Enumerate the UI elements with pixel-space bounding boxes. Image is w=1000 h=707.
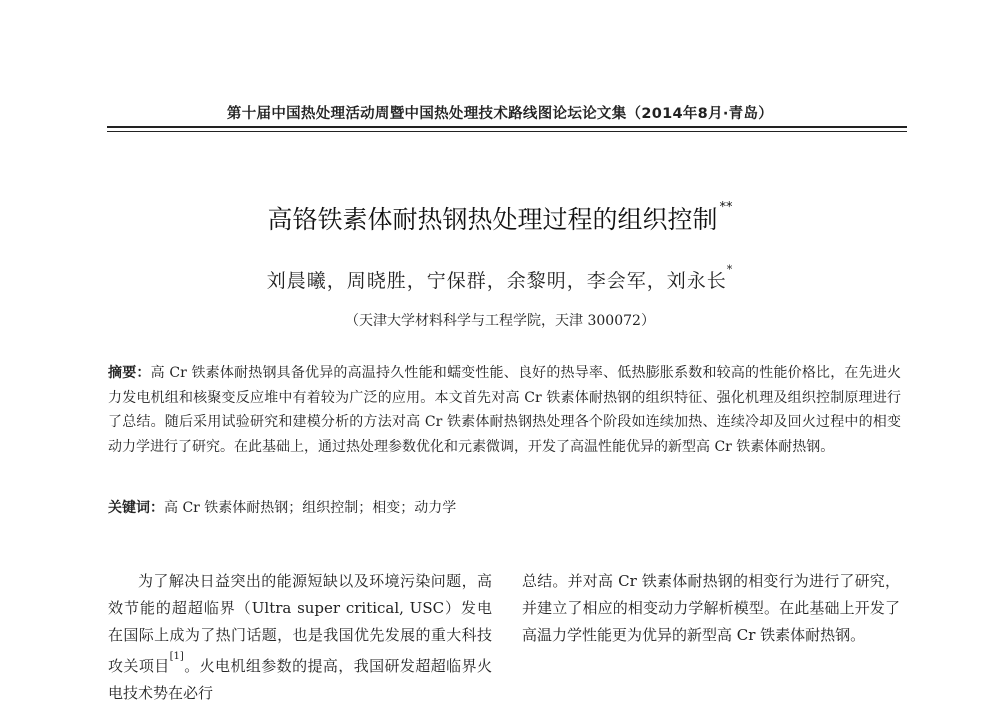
abstract: [108, 361, 901, 459]
corresponding-author-mark: *: [726, 262, 734, 276]
paper-title-text: 高铬铁素体耐热钢热处理过程的组织控制: [267, 205, 718, 234]
citation-ref: [1]: [169, 651, 184, 662]
title-footnote-mark: **: [719, 199, 733, 215]
paper-title: [0, 200, 1000, 236]
affiliation: （天津大学材料科学与工程学院，天津 300072）: [345, 313, 655, 329]
header-rule-thin: [107, 131, 907, 132]
body-column-left: [108, 568, 492, 707]
keywords-label: 关键词：: [108, 500, 164, 516]
keywords: [108, 497, 901, 519]
body-column-right: 总结。并对高 Cr 铁素体耐热钢的相变行为进行了研究，并建立了相应的相变动力学解析模型。在此基础上开发了高温力学性能更为优异的新型高 Cr 铁素体耐热钢。: [522, 572, 900, 644]
running-header: 第十届中国热处理活动周暨中国热处理技术路线图论坛论文集（2014年8月·青岛）: [226, 106, 774, 122]
abstract-label: 摘要：: [108, 365, 151, 381]
author-names: 刘晨曦，周晓胜，宁保群，余黎明，李会军，刘永长: [266, 270, 727, 292]
header-rule-thick: [107, 126, 907, 128]
left-column-text-cont: 。火电机组参数的提高，我国研发超超临界火电技术势在必行: [108, 657, 492, 702]
abstract-text: 高 Cr 铁素体耐热钢具备优异的高温持久性能和蠕变性能、良好的热导率、低热膨胀系数和较高的性能价格比，在先进火力发电机组和核聚变反应堆中有着较为广泛的应用。本文首先对高 Cr 铁素体耐热钢的组织特征、强化机理及组织控制原理进行了总结。随后采用试验研究和建模分析的方法对高 Cr 铁素体耐热钢热处理各个阶段如连续加热、连续冷却及回火过程中的相变动力学进行了研究。在此基础上，通过热处理参数优化和元素微调，开发了高温性能优异的新型高 Cr 铁素体耐热钢。: [108, 365, 901, 455]
keywords-text: 高 Cr 铁素体耐热钢；组织控制；相变；动力学: [164, 500, 457, 516]
author-list: [0, 262, 1000, 293]
left-column-text: 为了解决日益突出的能源短缺以及环境污染问题，高效节能的超超临界（Ultra super critical, USC）发电在国际上成为了热门话题，也是我国优先发展的重大科技攻关项目: [108, 572, 492, 675]
